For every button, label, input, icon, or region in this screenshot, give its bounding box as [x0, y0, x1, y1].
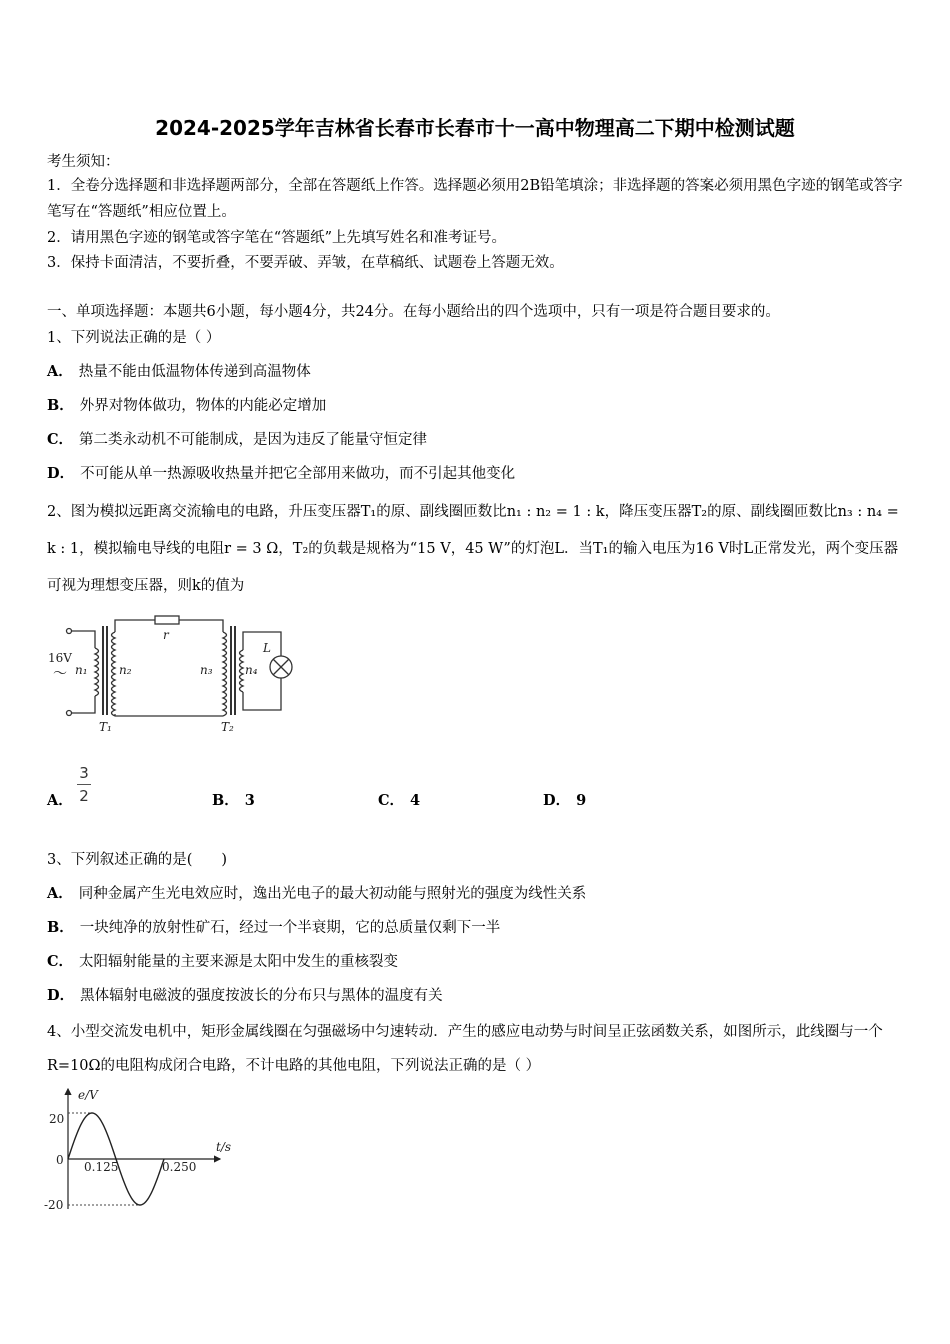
t2-primary-coil	[223, 632, 227, 716]
label-t2: T₂	[221, 720, 234, 734]
label-t1: T₁	[99, 720, 112, 734]
option-label: D．	[543, 792, 571, 809]
q3-option-c	[47, 950, 398, 971]
q1-option-a	[47, 360, 311, 381]
x-tick-1: 0.125	[84, 1160, 119, 1174]
x-axis-label: t/s	[216, 1140, 232, 1154]
option-text: 3	[244, 792, 255, 809]
label-n2: n₂	[119, 663, 132, 677]
q4-stem: 4、小型交流发电机中，矩形金属线圈在匀强磁场中匀速转动．产生的感应电动势与时间呈正弦函数关系，如图所示，此线圈与一个R=10Ω的电阻构成闭合电路，不计电路的其他电阻，下列说法正确的是（ ）	[47, 1024, 883, 1074]
notice-item-1: 1．全卷分选择题和非选择题两部分，全部在答题纸上作答。选择题必须用2B铅笔填涂；非选择题的答案必须用黑色字迹的钢笔或答字笔写在“答题纸”相应位置上。	[47, 178, 903, 220]
option-label: C．	[47, 953, 74, 970]
transformer-circuit-diagram	[45, 610, 295, 735]
label-voltage: 16V	[48, 651, 72, 665]
option-label: B．	[47, 919, 74, 936]
label-n4: n₄	[245, 663, 258, 677]
input-terminal-top	[67, 629, 72, 634]
option-label: A．	[47, 363, 73, 380]
label-r: r	[163, 628, 169, 642]
t2-secondary-coil	[240, 650, 244, 692]
option-text: 同种金属产生光电效应时，逸出光电子的最大初动能与照射光的强度为线性关系	[78, 886, 587, 902]
notice-item-2: 2．请用黑色字迹的钢笔或答字笔在“答题纸”上先填写姓名和准考证号。	[47, 230, 507, 246]
option-text: 9	[576, 792, 587, 809]
page-title: 2024-2025学年吉林省长春市长春市十一高中物理高二下期中检测试题	[155, 116, 795, 140]
option-text: 热量不能由低温物体传递到高温物体	[78, 364, 311, 380]
t1-secondary-coil	[112, 632, 116, 716]
q2-option-b	[212, 789, 255, 810]
q3-option-b	[47, 916, 500, 937]
option-label: D．	[47, 987, 75, 1004]
q2-stem: 2、图为模拟远距离交流输电的电路，升压变压器T₁的原、副线圈匝数比n₁ : n₂ = 1 : k，降压变压器T₂的原、副线圈匝数比n₃ : n₄ = k : 1，模拟输电导线的电阻r = 3 Ω，T₂的负载是规格为“15 V，45 W”的灯泡L．当T₁的输入电压为16 V时L正常发光，两个变压器可视为理想变压器，则k的值为	[47, 504, 899, 594]
option-text: 一块纯净的放射性矿石，经过一个半衰期，它的总质量仅剩下一半	[79, 920, 501, 936]
resistor-r	[155, 616, 179, 624]
label-ac: ～	[53, 666, 67, 682]
option-text: 不可能从单一热源吸收热量并把它全部用来做功，而不引起其他变化	[80, 466, 516, 482]
origin-label: 0	[56, 1153, 64, 1167]
q3-stem: 3、下列叙述正确的是( )	[47, 852, 228, 868]
input-terminal-bottom	[67, 711, 72, 716]
option-text: 外界对物体做功，物体的内能必定增加	[79, 398, 327, 414]
q1-stem: 1、下列说法正确的是（ ）	[47, 330, 221, 346]
y-axis-label: e/V	[78, 1088, 98, 1102]
y-tick-min: -20	[44, 1198, 64, 1212]
emf-time-graph	[40, 1085, 240, 1215]
notice-heading: 考生须知：	[47, 154, 120, 170]
q1-option-d	[47, 462, 515, 483]
q2-option-c	[378, 789, 420, 810]
t1-primary-coil	[95, 648, 99, 696]
fraction-denominator: 2	[79, 787, 89, 805]
x-tick-2: 0.250	[162, 1160, 197, 1174]
notice-item-3: 3．保持卡面清洁，不要折叠，不要弄破、弄皱，在草稿纸、试题卷上答题无效。	[47, 255, 564, 271]
option-label: C．	[378, 792, 405, 809]
option-label: D．	[47, 465, 75, 482]
option-text: 4	[410, 792, 421, 809]
q3-option-a	[47, 882, 586, 903]
fraction-numerator: 3	[79, 764, 89, 782]
label-n3: n₃	[200, 663, 213, 677]
fraction-three-halves	[77, 764, 91, 805]
q1-option-b	[47, 394, 326, 415]
option-label: A．	[47, 792, 73, 809]
section-heading: 一、单项选择题：本题共6小题，每小题4分，共24分。在每小题给出的四个选项中，只有一项是符合题目要求的。	[47, 304, 780, 320]
q2-option-d	[543, 789, 586, 810]
option-label: A．	[47, 885, 73, 902]
option-text: 第二类永动机不可能制成，是因为违反了能量守恒定律	[79, 432, 428, 448]
option-text: 太阳辐射能量的主要来源是太阳中发生的重核裂变	[79, 954, 399, 970]
option-label: B．	[47, 397, 74, 414]
q1-option-c	[47, 428, 427, 449]
label-lamp: L	[263, 641, 271, 655]
option-label: B．	[212, 792, 239, 809]
q2-option-a	[47, 789, 79, 810]
option-text: 黑体辐射电磁波的强度按波长的分布只与黑体的温度有关	[80, 988, 443, 1004]
y-tick-max: 20	[49, 1112, 65, 1126]
q3-option-d	[47, 984, 443, 1005]
label-n1: n₁	[75, 663, 88, 677]
option-label: C．	[47, 431, 74, 448]
